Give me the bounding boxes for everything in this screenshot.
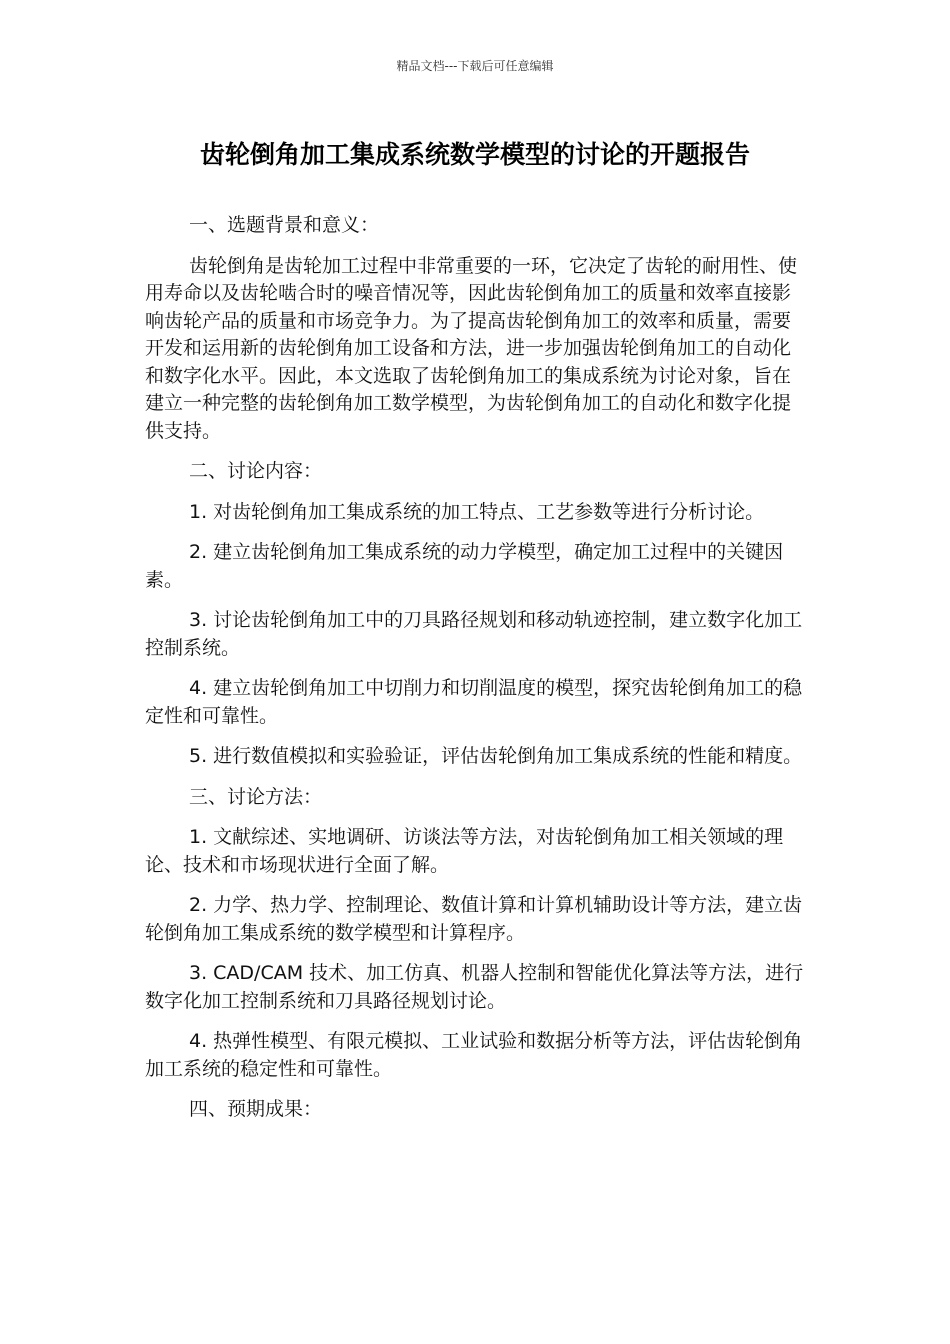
background-paragraph: 齿轮倒角是齿轮加工过程中非常重要的一环，它决定了齿轮的耐用性、使用寿命以及齿轮啮合时的噪音情况等，因此齿轮倒角加工的质量和效率直接影响齿轮产品的质量和市场竞争力。为了提高齿轮倒角加工的效率和质量，需要开发和运用新的齿轮倒角加工设备和方法，进一步加强齿轮倒角加工的自动化和数字化水平。因此，本文选取了齿轮倒角加工的集成系统为讨论对象，旨在建立一种完整的齿轮倒角加工数学模型，为齿轮倒角加工的自动化和数字化提供支持。 xyxy=(145,254,798,442)
section-heading-background: 一、选题背景和意义： xyxy=(189,214,380,236)
content-item: 4. 建立齿轮倒角加工中切削力和切削温度的模型，探究齿轮倒角加工的稳定性和可靠性。 xyxy=(145,677,803,727)
method-item: 2. 力学、热力学、控制理论、数值计算和计算机辅助设计等方法，建立齿轮倒角加工集成系统的数学模型和计算程序。 xyxy=(145,894,803,944)
method-item: 1. 文献综述、实地调研、访谈法等方法，对齿轮倒角加工相关领域的理论、技术和市场现状进行全面了解。 xyxy=(145,826,784,876)
content-item: 1. 对齿轮倒角加工集成系统的加工特点、工艺参数等进行分析讨论。 xyxy=(189,500,765,523)
content-item: 5. 进行数值模拟和实验验证，评估齿轮倒角加工集成系统的性能和精度。 xyxy=(189,745,803,767)
section-heading-methods: 三、讨论方法： xyxy=(189,785,323,808)
section-heading-content: 二、讨论内容： xyxy=(189,460,323,482)
header-note: 精品文档---下载后可任意编辑 xyxy=(396,59,554,73)
document-title: 齿轮倒角加工集成系统数学模型的讨论的开题报告 xyxy=(199,140,750,169)
content-item: 3. 讨论齿轮倒角加工中的刀具路径规划和移动轨迹控制，建立数字化加工控制系统。 xyxy=(145,609,803,659)
method-item: 4. 热弹性模型、有限元模拟、工业试验和数据分析等方法，评估齿轮倒角加工系统的稳定性和可靠性。 xyxy=(145,1030,803,1080)
document-body xyxy=(145,212,805,1137)
content-item: 2. 建立齿轮倒角加工集成系统的动力学模型，确定加工过程中的关键因素。 xyxy=(145,541,784,591)
method-item: 3. CAD/CAM 技术、加工仿真、机器人控制和智能优化算法等方法，进行数字化加工控制系统和刀具路径规划讨论。 xyxy=(145,962,804,1012)
section-heading-results: 四、预期成果： xyxy=(189,1098,323,1120)
